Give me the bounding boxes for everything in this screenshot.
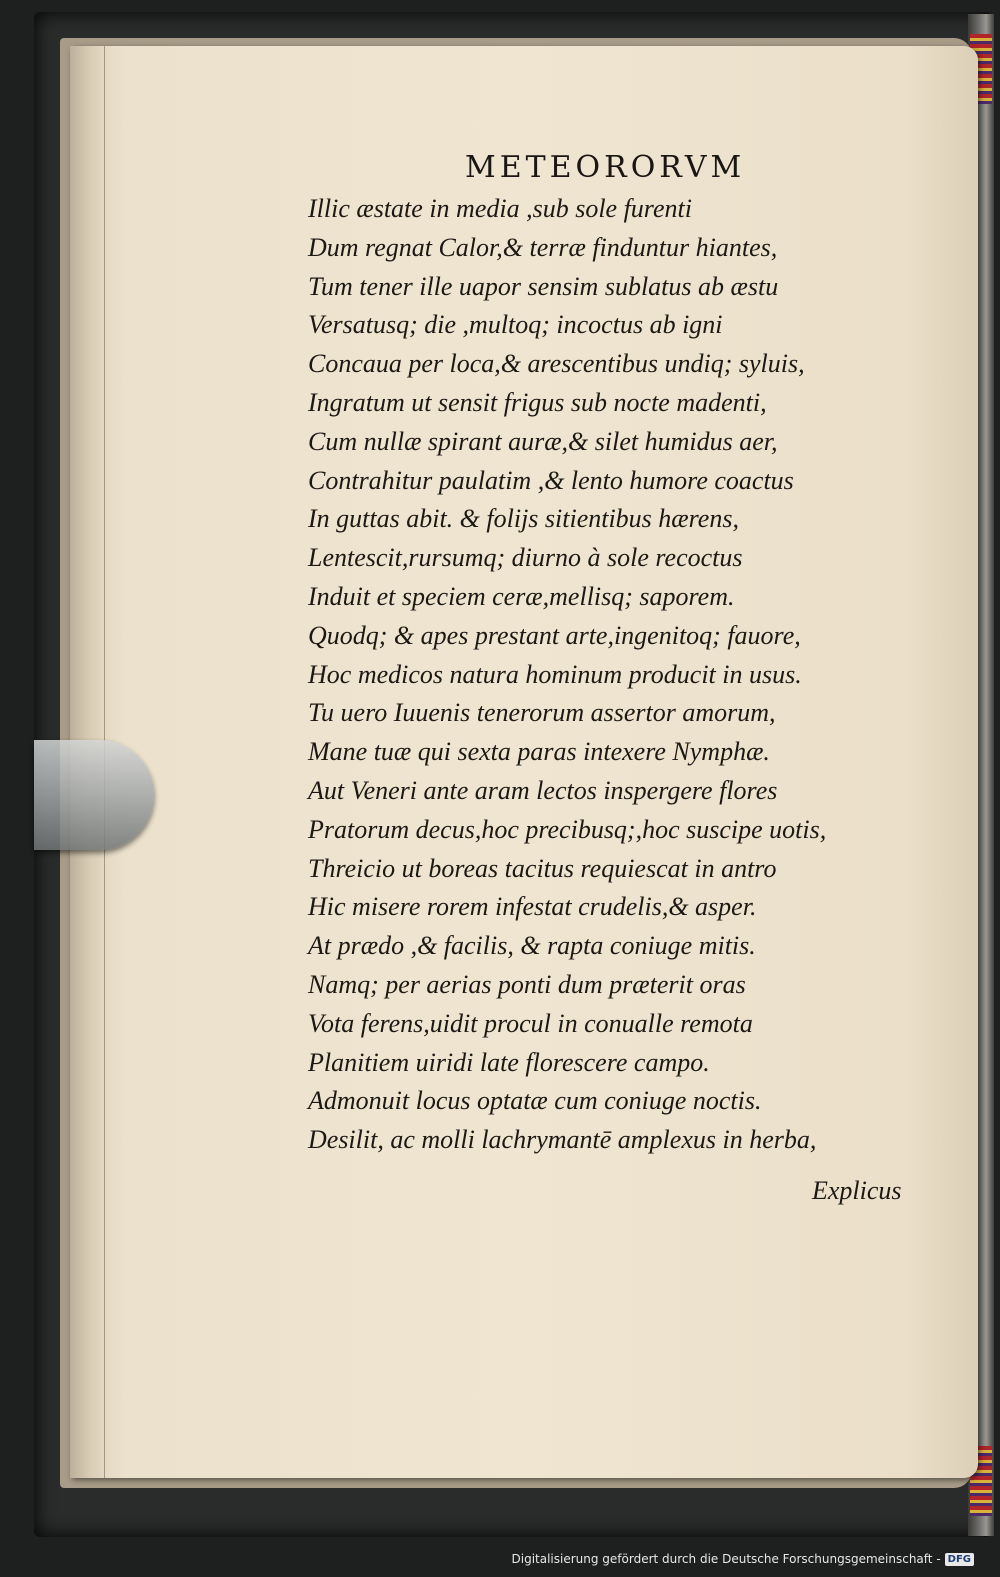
verse-line: Desilit, ac molli lachrymantē amplexus in herba,	[308, 1125, 817, 1155]
catchword: Explicus	[812, 1176, 902, 1205]
verse-line: Cum nullæ spirant auræ,& silet humidus aer,	[308, 426, 778, 456]
verse-line: Ingratum ut sensit frigus sub nocte madenti,	[308, 387, 767, 417]
verse-line: Aut Veneri ante aram lectos inspergere flores	[308, 775, 778, 805]
verse-line: Namq; per aerias ponti dum præterit oras	[308, 969, 746, 999]
verse-line: Induit et speciem ceræ,mellisq; saporem.	[308, 581, 735, 611]
dfg-logo-icon: DFG	[945, 1553, 974, 1566]
verse-line: At prædo ,& facilis, & rapta coniuge mitis.	[308, 931, 756, 961]
verse-line: Versatusq; die ,multoq; incoctus ab igni	[308, 310, 723, 340]
verse-line: Lentescit,rursumq; diurno à sole recoctus	[308, 543, 743, 573]
verse-block	[308, 190, 948, 1160]
verse-line: Dum regnat Calor,& terræ finduntur hiantes,	[308, 232, 778, 262]
running-head: METEORORVM	[465, 150, 746, 185]
verse-line: Planitiem uiridi late florescere campo.	[308, 1047, 710, 1077]
verse-line: Hic misere rorem infestat crudelis,& asper.	[308, 892, 757, 922]
verse-line: Vota ferens,uidit procul in conualle remota	[308, 1008, 753, 1038]
verse-line: Illic æstate in media ,sub sole furenti	[308, 194, 692, 223]
credit-text: Digitalisierung gefördert durch die Deutsche Forschungsgemeinschaft -	[511, 1552, 941, 1566]
verse-line: Quodq; & apes prestant arte,ingenitoq; fauore,	[308, 620, 801, 650]
verse-line: Threicio ut boreas tacitus requiescat in antro	[308, 853, 777, 883]
verse-line: In guttas abit. & folijs sitientibus hærens,	[308, 504, 739, 534]
verse-line: Pratorum decus,hoc precibusq;,hoc suscipe uotis,	[308, 814, 827, 844]
verse-line: Tum tener ille uapor sensim sublatus ab æstu	[308, 271, 779, 301]
verse-line: Admonuit locus optatæ cum coniuge noctis.	[308, 1086, 762, 1116]
verse-line: Contrahitur paulatim ,& lento humore coactus	[308, 465, 794, 495]
verse-line: Hoc medicos natura hominum producit in usus.	[308, 659, 802, 689]
verse-line: Mane tuæ qui sexta paras intexere Nymphæ.	[308, 737, 770, 767]
page-holder-clip	[34, 740, 154, 850]
verse-line: Tu uero Iuuenis tenerorum assertor amorum,	[308, 698, 776, 728]
verse-line: Concaua per loca,& arescentibus undiq; syluis,	[308, 349, 805, 379]
digitization-credit	[512, 1552, 975, 1566]
